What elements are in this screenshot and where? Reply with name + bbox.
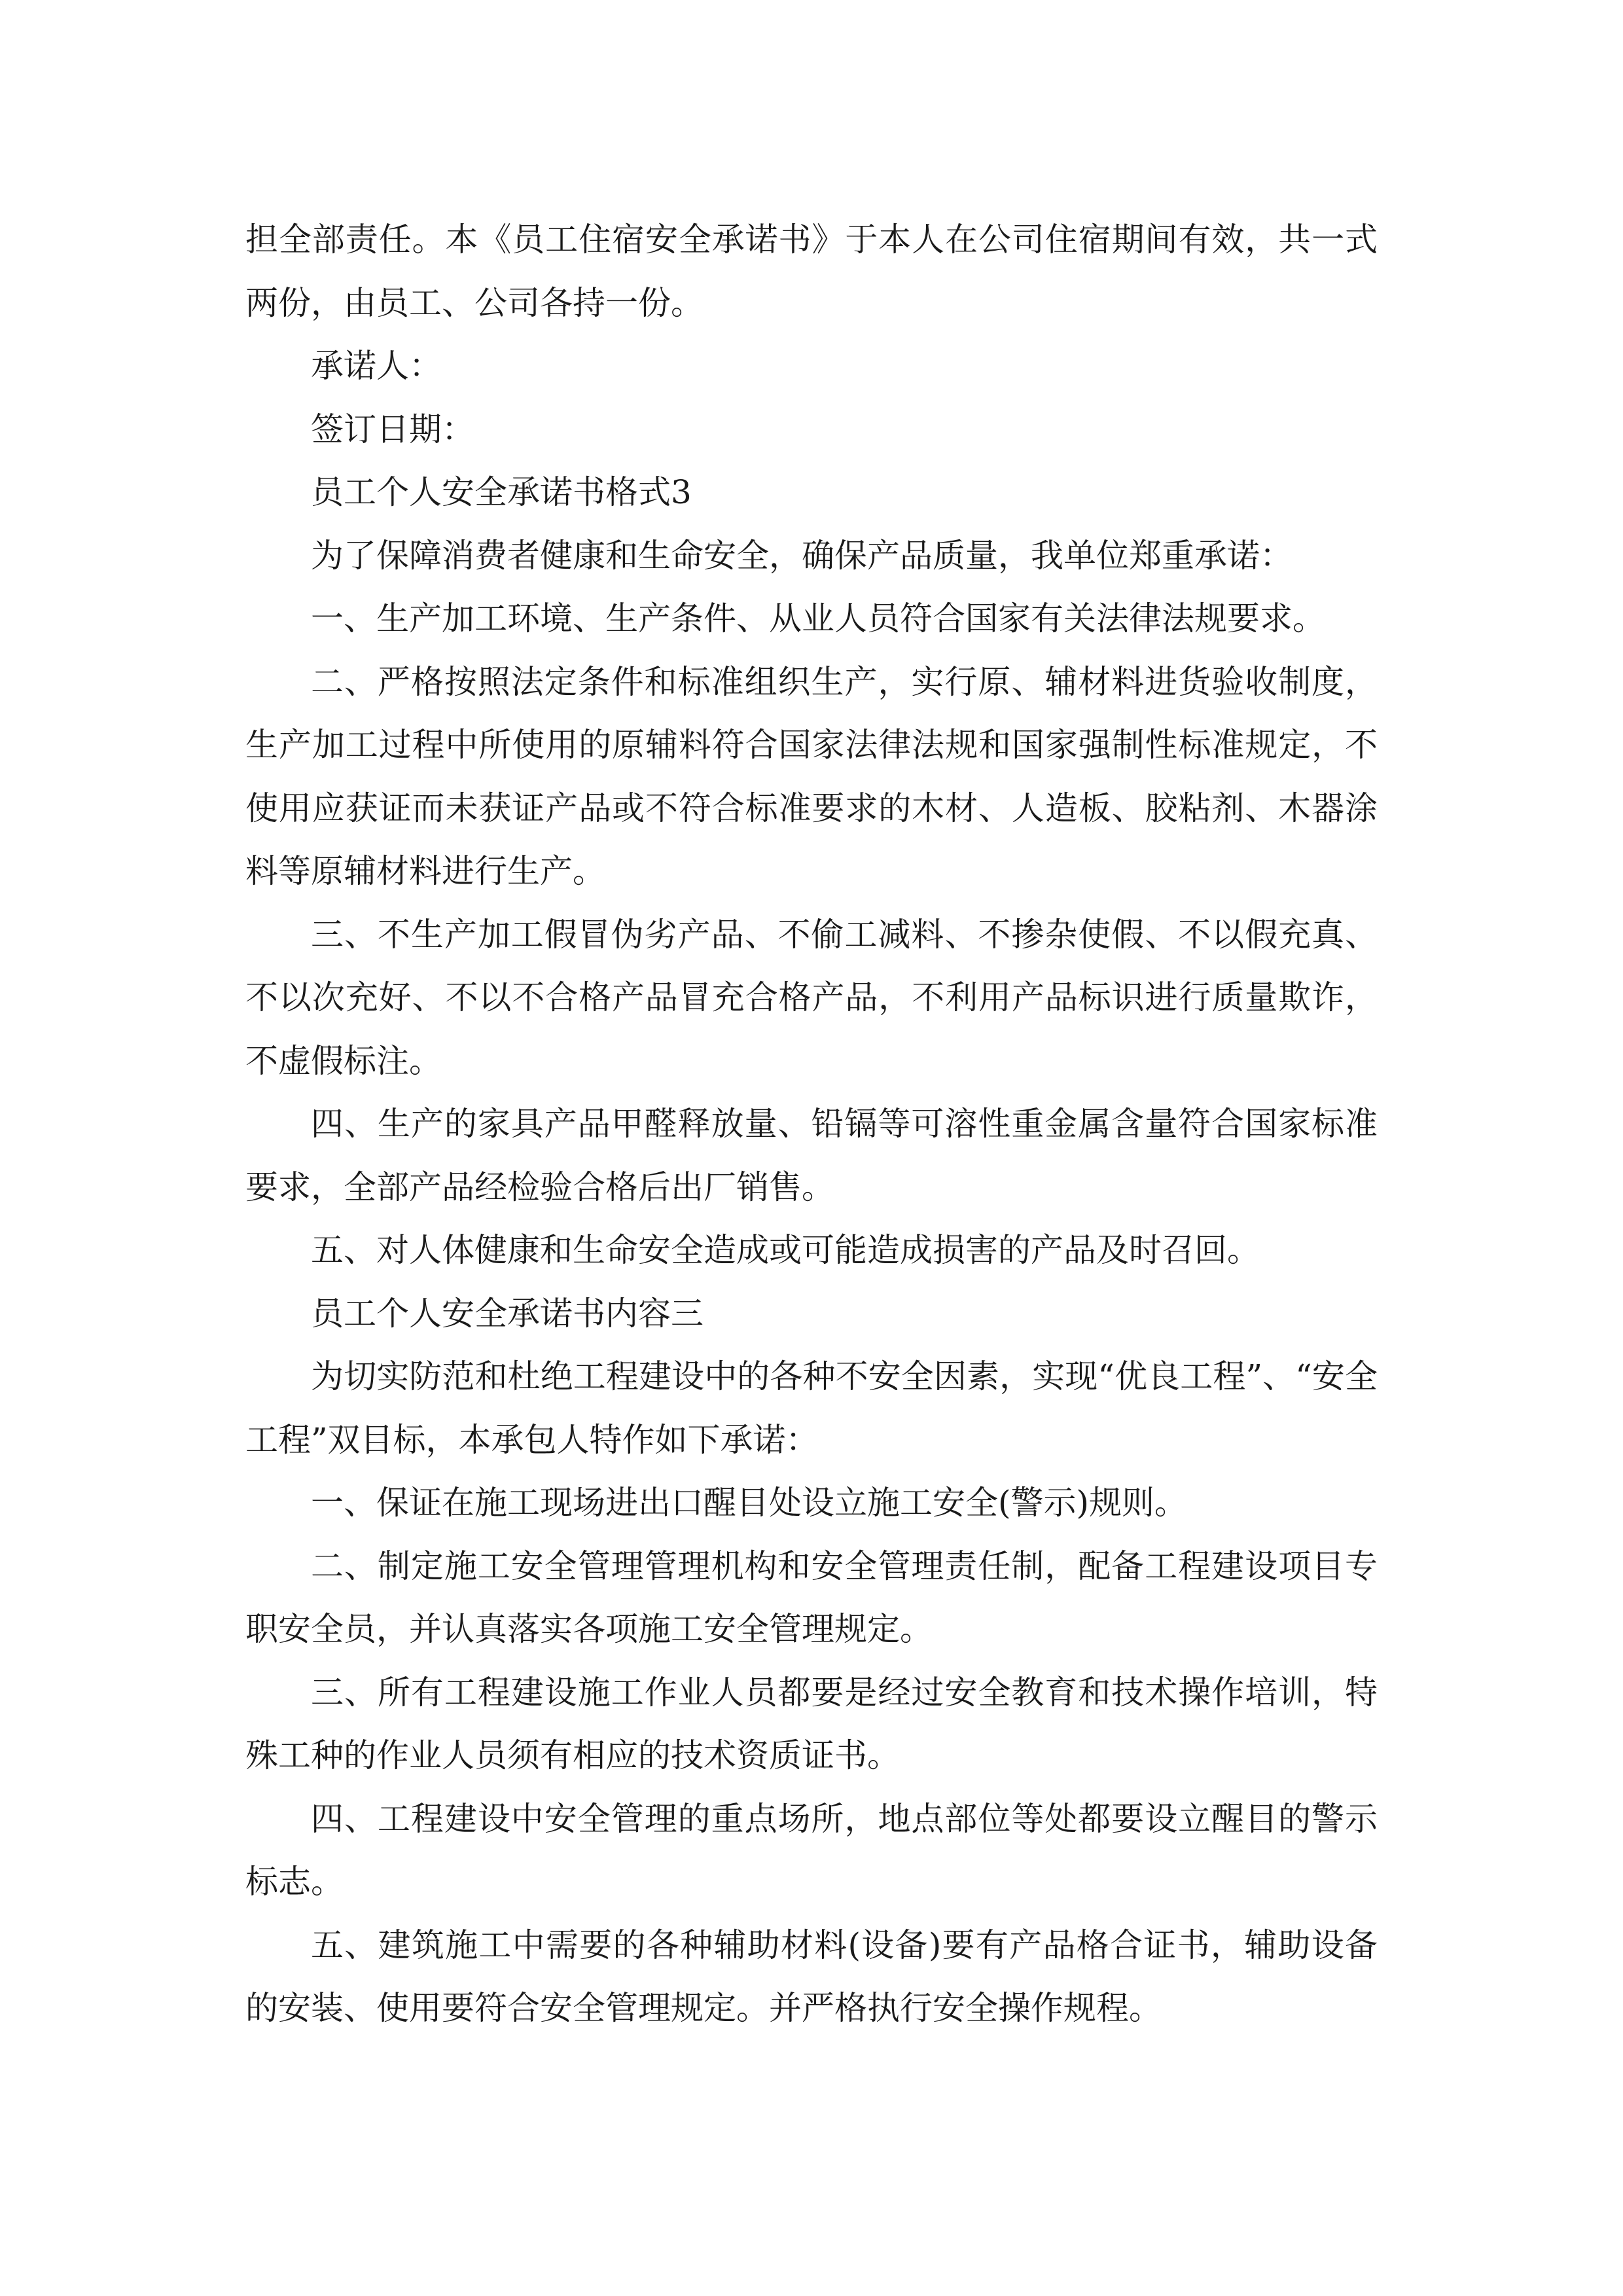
paragraph-sign-date: 签订日期：	[311, 410, 474, 448]
document-body	[245, 208, 1378, 2040]
paragraph-construction-item-5: 五、建筑施工中需要的各种辅助材料(设备)要有产品格合证书，辅助设备的安装、使用要符合安全管理规定。并严格执行安全操作规程。	[245, 1926, 1378, 2027]
paragraph-item-3: 三、不生产加工假冒伪劣产品、不偷工减料、不掺杂使假、不以假充真、不以次充好、不以不合格产品冒充合格产品，不利用产品标识进行质量欺诈，不虚假标注。	[245, 915, 1378, 1080]
paragraph-intro-construction: 为切实防范和杜绝工程建设中的各种不安全因素，实现“优良工程”、“安全工程”双目标，本承包人特作如下承诺：	[245, 1357, 1378, 1459]
paragraph-promisor: 承诺人：	[311, 347, 442, 385]
section-heading-content-3: 员工个人安全承诺书内容三	[311, 1294, 704, 1333]
paragraph-item-4: 四、生产的家具产品甲醛释放量、铅镉等可溶性重金属含量符合国家标准要求，全部产品经检验合格后出厂销售。	[245, 1105, 1378, 1206]
paragraph-item-5: 五、对人体健康和生命安全造成或可能造成损害的产品及时召回。	[311, 1231, 1260, 1269]
paragraph-construction-item-3: 三、所有工程建设施工作业人员都要是经过安全教育和技术操作培训，特殊工种的作业人员须有相应的技术资质证书。	[245, 1673, 1378, 1774]
paragraph-responsibility-tail: 担全部责任。本《员工住宿安全承诺书》于本人在公司住宿期间有效，共一式两份，由员工、公司各持一份。	[245, 221, 1378, 322]
paragraph-intro-consumer: 为了保障消费者健康和生命安全，确保产品质量，我单位郑重承诺：	[311, 536, 1293, 575]
paragraph-item-2: 二、严格按照法定条件和标准组织生产，实行原、辅材料进货验收制度，生产加工过程中所使用的原辅料符合国家法律法规和国家强制性标准规定，不使用应获证而未获证产品或不符合标准要求的木材、人造板、胶粘剂、木器涂料等原辅材料进行生产。	[245, 662, 1378, 890]
paragraph-construction-item-2: 二、制定施工安全管理管理机构和安全管理责任制，配备工程建设项目专职安全员，并认真落实各项施工安全管理规定。	[245, 1547, 1378, 1648]
section-heading-format-3: 员工个人安全承诺书格式3	[311, 473, 692, 511]
paragraph-construction-item-1: 一、保证在施工现场进出口醒目处设立施工安全(警示)规则。	[311, 1484, 1188, 1522]
paragraph-construction-item-4: 四、工程建设中安全管理的重点场所，地点部位等处都要设立醒目的警示标志。	[245, 1799, 1378, 1901]
paragraph-item-1: 一、生产加工环境、生产条件、从业人员符合国家有关法律法规要求。	[311, 600, 1325, 637]
